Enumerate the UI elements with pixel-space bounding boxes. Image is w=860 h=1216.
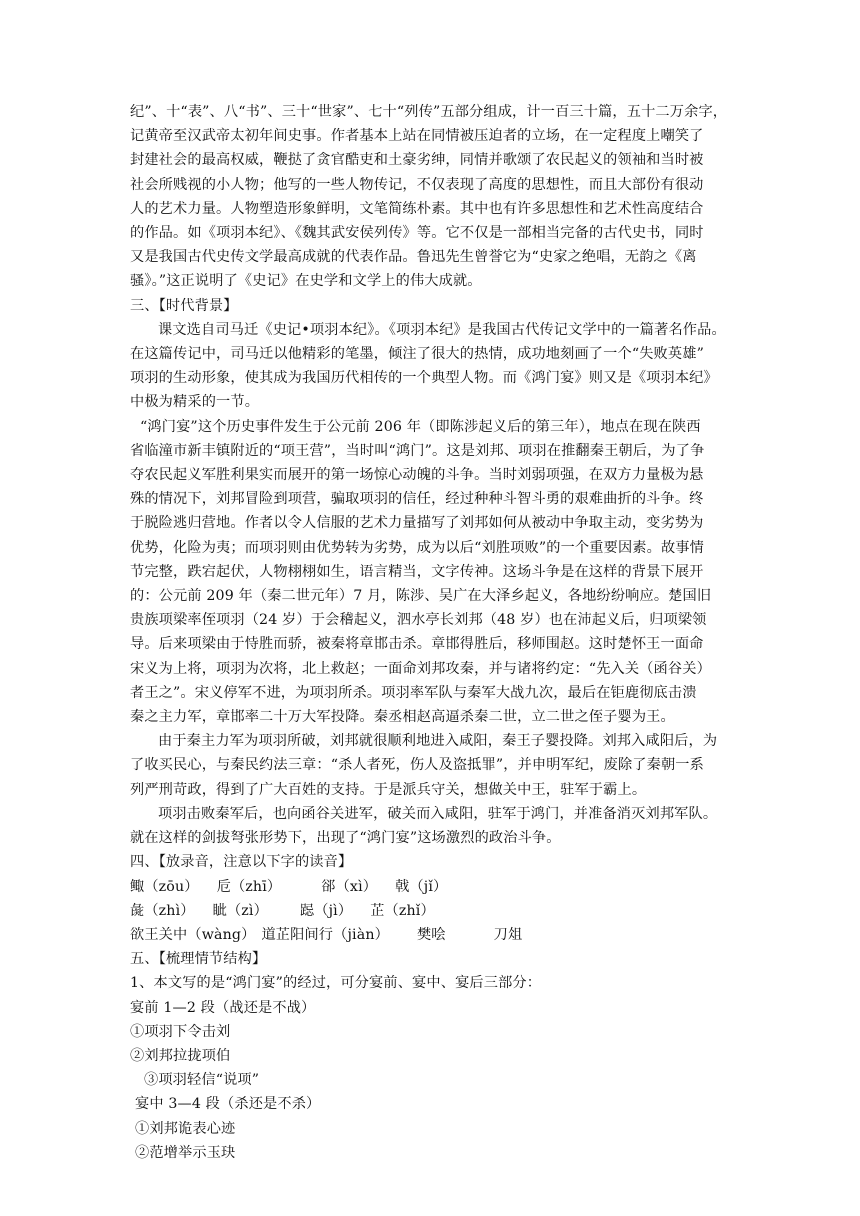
text-line: 秦之主力军，章邯率二十万大军投降。秦丞相赵高逼杀秦二世，立二世之侄子婴为王。 (130, 709, 675, 726)
text-line: 又是我国古代史传文学最高成就的代表作品。鲁迅先生曾誉它为“史家之绝唱，无韵之《离 (130, 249, 697, 266)
pronunciation-item: 戟（jǐ） (395, 878, 448, 895)
text-line: 记黄帝至汉武帝太初年间史事。作者基本上站在同情被压迫者的立场，在一定程度上嘲笑了 (130, 128, 704, 145)
text-line: 省临潼市新丰镇附近的“项王营”，当时叫“鸿门”。这是刘邦、项羽在推翻秦王朝后，为了争 (130, 442, 705, 459)
background-paragraph-2 (130, 415, 730, 730)
text-line: 纪”、十“表”、八“书”、三十“世家”、七十“列传”五部分组成，计一百三十篇，五十二万余字， (130, 104, 728, 120)
list-item: ③项羽轻信“说项” (144, 1072, 260, 1089)
background-paragraph-4 (130, 802, 730, 850)
part-title-during: 宴中 3—4 段（杀还是不杀） (135, 1096, 321, 1113)
text-line: 项羽的生动形象，使其成为我国历代相传的一个典型人物。而《鸿门宴》则又是《项羽本纪》 (130, 370, 718, 387)
pronunciation-item: 芷（zhǐ） (370, 902, 435, 919)
text-line: 优势，化险为夷；而项羽则由优势转为劣势，成为以后“刘胜项败”的一个重要因素。故事情 (130, 539, 704, 556)
text-line: 中极为精采的一节。 (130, 394, 260, 411)
text-line: 的作品。如《项羽本纪》、《魏其武安侯列传》等。它不仅是一部相当完备的古代史书，同时 (130, 225, 704, 242)
list-item: ①刘邦诡表心迹 (135, 1120, 236, 1137)
text-line: 在这篇传记中，司马迁以他精彩的笔墨，倾注了很大的热情，成功地刻画了一个“失败英雄” (130, 346, 704, 363)
list-item: ②范增举示玉玦 (135, 1144, 236, 1161)
pronunciation-item: 欲王关中（wàng） (130, 926, 256, 943)
text-line: 的：公元前 209 年（秦二世元年）7 月，陈涉、吴广在大泽乡起义，各地纷纷响应。楚国旧 (130, 588, 712, 605)
section-heading-background: 三、【时代背景】 (130, 297, 238, 314)
section-heading-pronunciation: 四、【放录音，注意以下字的读音】 (130, 854, 353, 871)
text-line: 导。后来项梁由于恃胜而骄，被秦将章邯击杀。章邯得胜后，移师围赵。这时楚怀王一面命 (130, 636, 704, 653)
text-line: 列严刑苛政，得到了广大百姓的支持。于是派兵守关，想做关中王，驻军于霸上。 (130, 781, 647, 798)
text-line: 夺农民起义军胜利果实而展开的第一场惊心动魄的斗争。当时刘弱项强，在双方力量极为悬 (130, 467, 704, 484)
text-line: 殊的情况下，刘邦冒险到项营，骗取项羽的信任，经过种种斗智斗勇的艰难曲折的斗争。终 (130, 491, 704, 508)
list-item: ①项羽下令击刘 (130, 1023, 231, 1040)
pronunciation-item: 樊哙 (416, 926, 446, 943)
document-page (130, 100, 730, 1165)
part-title-before: 宴前 1—2 段（战还是不战） (130, 999, 316, 1016)
text-line: 者王之”。宋义停军不进，为项羽所杀。项羽率军队与秦军大战九次，最后在钜鹿彻底击溃 (130, 684, 697, 701)
text-line: 就在这样的剑拔弩张形势下，出现了“鸿门宴”这场激烈的政治斗争。 (130, 830, 561, 847)
pronunciation-item: 跽（jì） (299, 902, 353, 919)
background-paragraph-1 (130, 318, 730, 415)
pronunciation-item: 鲰（zōu） (130, 878, 199, 895)
pronunciation-item: 道芷阳间行（jiàn） (261, 926, 389, 943)
text-line: 贵族项梁率侄项羽（24 岁）于会稽起义，泗水亭长刘邦（48 岁）也在沛起义后，归项梁领 (130, 612, 707, 629)
pronunciation-row (130, 899, 730, 923)
text-line: 宋义为上将，项羽为次将，北上救赵；一面命刘邦攻秦，并与诸将约定：“先入关（函谷关） (130, 660, 711, 677)
pronunciation-item: 眦（zì） (212, 902, 268, 919)
text-line: 节完整，跌宕起伏，人物栩栩如生，语言精当，文字传神。这场斗争是在这样的背景下展开 (130, 563, 704, 580)
pronunciation-item: 刀俎 (493, 926, 523, 943)
text-line: 课文选自司马迁《史记•项羽本纪》。《项羽本纪》是我国古代传记文学中的一篇著名作品。 (158, 321, 726, 338)
pronunciation-item: 郤（xì） (321, 878, 378, 895)
text-line: 了收买民心，与秦民约法三章：“杀人者死，伤人及盗抵罪”，并申明军纪，废除了秦朝一系 (130, 757, 704, 774)
text-line: 由于秦主力军为项羽所破，刘邦就很顺利地进入咸阳，秦王子婴投降。刘邦入咸阳后，为 (158, 733, 718, 750)
pronunciation-row (130, 875, 730, 899)
text-line: 骚》。”这正说明了《史记》在史学和文学上的伟大成就。 (130, 273, 482, 290)
text-line: 于脱险逃归营地。作者以令人信服的艺术力量描写了刘邦如何从被动中争取主动，变劣势为 (130, 515, 704, 532)
structure-intro: 1、本文写的是“鸿门宴”的经过，可分宴前、宴中、宴后三部分： (130, 975, 542, 992)
pronunciation-row (130, 923, 730, 947)
list-item: ②刘邦拉拢项伯 (130, 1047, 231, 1064)
text-line: 封建社会的最高权威，鞭挞了贪官酷吏和土豪劣绅，同情并歌颂了农民起义的领袖和当时被 (130, 152, 704, 169)
section-heading-structure: 五、【梳理情节结构】 (130, 951, 267, 968)
text-line: 社会所贱视的小人物；他写的一些人物传记，不仅表现了高度的思想性，而且大部份有很动 (130, 176, 704, 193)
background-paragraph-3 (130, 729, 730, 802)
text-line: 人的艺术力量。人物塑造形象鲜明，文笔简练朴素。其中也有许多思想性和艺术性高度结合 (130, 200, 704, 217)
text-line: “鸿门宴”这个历史事件发生于公元前 206 年（即陈涉起义后的第三年），地点在现在陕西 (140, 418, 701, 435)
intro-paragraph (130, 100, 730, 294)
text-line: 项羽击败秦军后，也向函谷关进军，破关而入咸阳，驻军于鸿门，并准备消灭刘邦军队。 (158, 805, 718, 822)
pronunciation-item: 彘（zhì） (130, 902, 195, 919)
pronunciation-item: 卮（zhī） (216, 878, 282, 895)
